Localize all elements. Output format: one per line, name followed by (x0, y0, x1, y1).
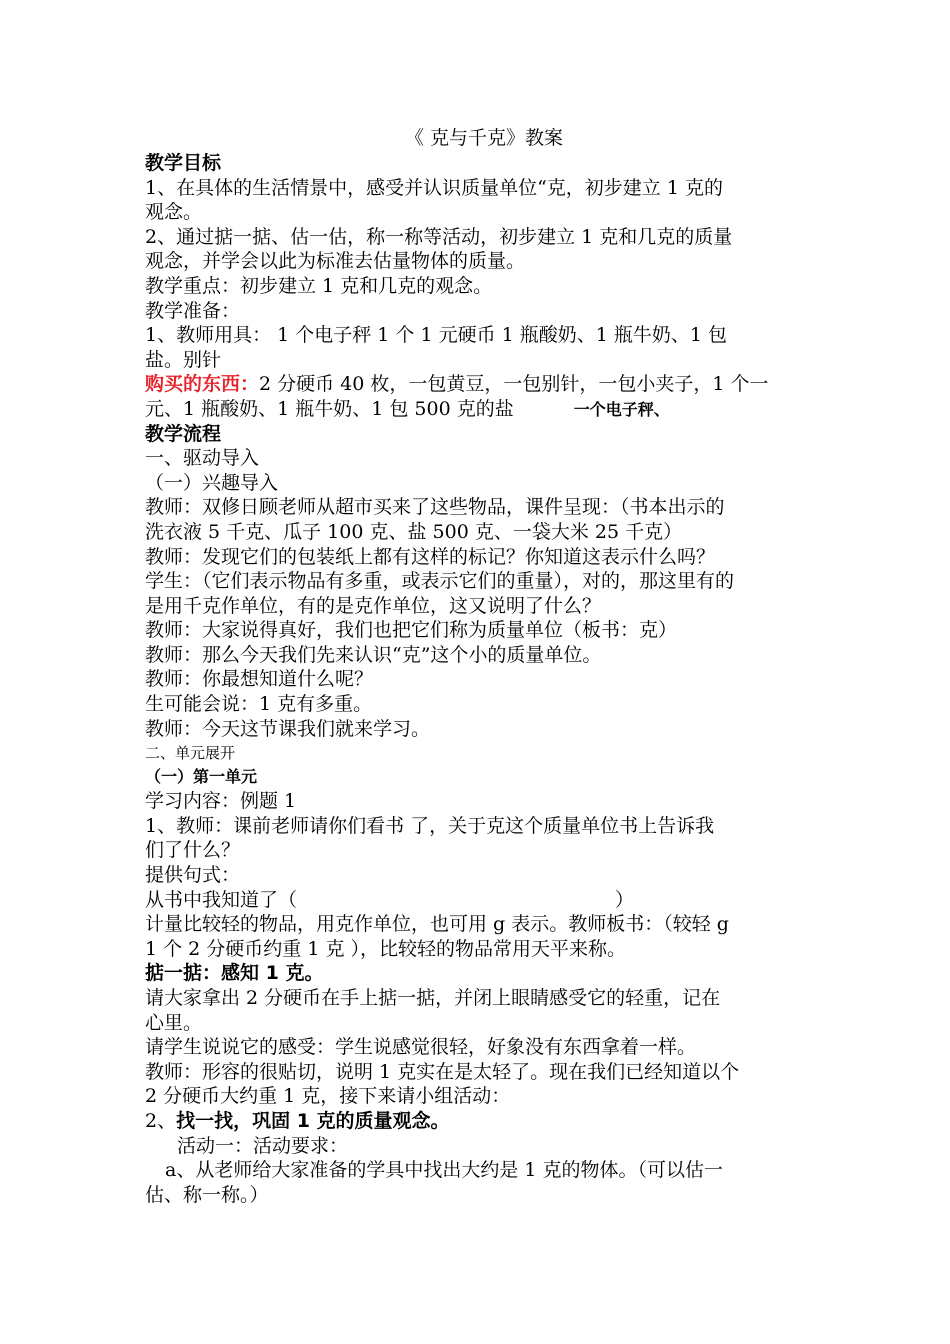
goal-2-line-2: 观念，并学会以此为标准去估量物体的质量。 (145, 250, 526, 273)
bought-items-line-2 (145, 397, 813, 422)
question-1-line-1: 1、教师：课前老师请你们看书 了，关于克这个质量单位书上告诉我 (145, 814, 715, 837)
study-content: 学习内容：例题 1 (145, 790, 297, 813)
student-feeling: 请学生说说它的感受：学生说感觉很轻，好象没有东西拿着一样。 (145, 1036, 697, 1059)
dialog-7: 生可能会说：1 克有多重。 (145, 693, 373, 716)
prep-item-1-line-2: 盐。别针 (145, 348, 222, 371)
section-1-1-title: （一）兴趣导入 (145, 471, 279, 494)
find-heading (145, 1109, 813, 1134)
activity-1-item-a-line-2: 估、称一称。） (145, 1183, 269, 1206)
measure-line-1: 计量比较轻的物品，用克作单位，也可用 g 表示。教师板书：（较轻 g (145, 913, 729, 936)
dialog-8: 教师：今天这节课我们就来学习。 (145, 717, 431, 740)
activity-1-item-a-line-1: a、从老师给大家准备的学具中找出大约是 1 克的物体。（可以估一 (165, 1159, 723, 1182)
teacher-desc-line-2: 2 分硬币大约重 1 克，接下来请小组活动： (145, 1085, 511, 1108)
heading-teaching-flow: 教学流程 (145, 422, 222, 445)
bought-items-scale: 一个电子秤、 (573, 399, 670, 419)
goal-2-line-1: 2、通过掂一掂、估一估，称一称等活动，初步建立 1 克和几克的质量 (145, 225, 733, 248)
dialog-5: 教师：那么今天我们先来认识“克”这个小的质量单位。 (145, 643, 602, 666)
bought-items-label: 购买的东西： (145, 373, 260, 396)
measure-line-2: 1 个 2 分硬币约重 1 克 ），比较轻的物品常用天平来称。 (145, 937, 627, 960)
dialog-4: 教师：大家说得真好，我们也把它们称为质量单位（板书：克） (145, 619, 678, 642)
goal-1-line-2: 观念。 (145, 201, 203, 224)
dialog-3-line-2: 是用千克作单位，有的是克作单位，这又说明了什么？ (145, 594, 602, 617)
fill-in-start: 从书中我知道了（ (145, 888, 298, 911)
prep-item-1-line-1: 1、教师用具： 1 个电子秤 1 个 1 元硬币 1 瓶酸奶、1 瓶牛奶、1 包 (145, 324, 728, 347)
weigh-line-1: 请大家拿出 2 分硬币在手上掂一掂，并闭上眼睛感受它的轻重，记在 (145, 987, 721, 1009)
dialog-3-line-1: 学生：（它们表示物品有多重，或表示它们的重量），对的，那这里有的 (145, 570, 735, 593)
goal-1-line-1: 1、在具体的生活情景中，感受并认识质量单位“克，初步建立 1 克的 (145, 176, 723, 199)
section-2-1-title: （一）第一单元 (145, 767, 258, 787)
find-heading-number: 2、 (145, 1109, 177, 1132)
teaching-key-point: 教学重点：初步建立 1 克和几克的观念。 (145, 274, 493, 297)
document-body (145, 125, 813, 1207)
heading-teaching-goals: 教学目标 (145, 152, 222, 174)
question-1-line-2: 们了什么？ (145, 839, 241, 862)
fill-in-sentence (145, 888, 813, 913)
fill-in-end: ） (615, 888, 635, 911)
find-heading-text: 找一找，巩固 1 克的质量观念。 (176, 1109, 450, 1132)
section-2-title: 二、单元展开 (145, 744, 236, 763)
bought-items-text-2: 元、1 瓶酸奶、1 瓶牛奶、1 包 500 克的盐 (145, 397, 514, 420)
weigh-heading: 掂一掂：感知 1 克。 (145, 962, 324, 985)
teaching-prep-label: 教学准备： (145, 299, 241, 322)
bought-items-text-1: 2 分硬币 40 枚，一包黄豆，一包别针，一包小夹子，1 个一 (259, 373, 769, 396)
section-1-title: 一、驱动导入 (145, 447, 260, 470)
bought-items-line-1 (145, 372, 813, 397)
sentence-pattern-label: 提供句式： (145, 864, 241, 887)
dialog-1-line-2: 洗衣液 5 千克、瓜子 100 克、盐 500 克、一袋大米 25 千克） (145, 520, 683, 543)
activity-1-requirements: 活动一：活动要求： (177, 1134, 349, 1157)
teacher-desc-line-1: 教师：形容的很贴切，说明 1 克实在是太轻了。现在我们已经知道以个 (145, 1060, 740, 1083)
document-title: 《 克与千克》教案 (404, 127, 564, 149)
dialog-6: 教师：你最想知道什么呢？ (145, 668, 374, 691)
dialog-2: 教师：发现它们的包装纸上都有这样的标记？你知道这表示什么吗？ (145, 545, 716, 568)
dialog-1-line-1: 教师：双修日顾老师从超市买来了这些物品，课件呈现：（书本出示的 (145, 496, 725, 519)
weigh-line-2: 心里。 (145, 1011, 203, 1034)
